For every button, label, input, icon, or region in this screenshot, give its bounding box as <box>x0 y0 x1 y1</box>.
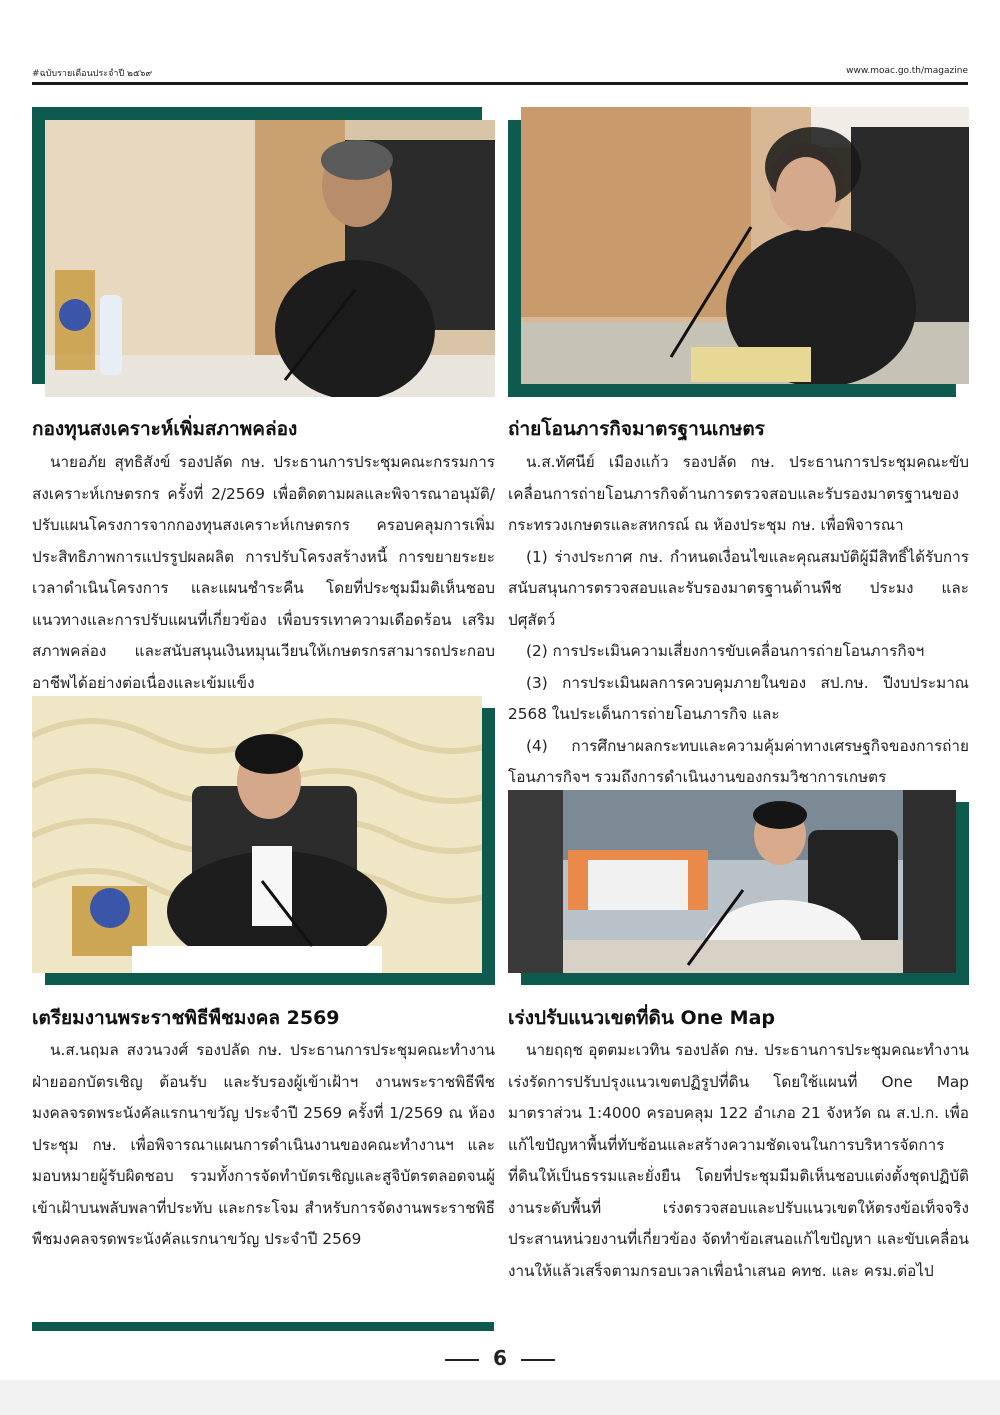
article-4-paragraph: นายฤฤช อุตตมะเวทิน รองปลัด กษ. ประธานการประชุมคณะทำงานเร่งรัดการปรับปรุงแนวเขตปฏิรูปที่ดิน โดยใช้แผนที่ One Map มาตราส่วน 1:4000 ครอบคลุม 122 อำเภอ 21 จังหวัด ณ ส.ป.ก. เพื่อแก้ไขปัญหาพื้นที่ทับซ้อนและสร้างความชัดเจนในการบริหารจัดการที่ดินให้เป็นธรรมและยั่งยืน โดยที่ประชุมมีมติเห็นชอบแต่งตั้งชุดปฏิบัติงานระดับพื้นที่ เร่งตรวจสอบและปรับแนวเขตให้ตรงข้อเท็จจริง ประสานหน่วยงานที่เกี่ยวข้อง จัดทำข้อเสนอแก้ไขปัญหา และขับเคลื่อนงานให้แล้วเสร็จตามกรอบเวลาเพื่อนำเสนอ คทช. และ ครม.ต่อไป <box>508 1041 969 1280</box>
article-3-title: เตรียมงานพระราชพิธีพืชมงคล 2569 <box>32 1007 340 1029</box>
page-number <box>0 1346 1000 1370</box>
photo-frame-4 <box>508 790 969 985</box>
article-2-item-4: (4) การศึกษาผลกระทบและความคุ้มค่าทางเศรษฐกิจของการถ่ายโอนภารกิจฯ รวมถึงการดำเนินงานของกรมวิชาการเกษตร <box>508 736 969 786</box>
article-4-body <box>508 1035 969 1287</box>
article-2-body <box>508 447 969 794</box>
photo-frame-2 <box>508 107 969 397</box>
photo-frame-1 <box>32 107 495 397</box>
article-2-title: ถ่ายโอนภารกิจมาตรฐานเกษตร <box>508 418 765 440</box>
article-2-item-2: (2) การประเมินความเสี่ยงการขับเคลื่อนการถ่ายโอนภารกิจฯ <box>526 642 925 660</box>
article-2-item-3: (3) การประเมินผลการควบคุมภายในของ สป.กษ. ปีงบประมาณ 2568 ในประเด็นการถ่ายโอนภารกิจ และ <box>508 673 969 723</box>
article-3-paragraph: น.ส.นฤมล สงวนวงศ์ รองปลัด กษ. ประธานการประชุมคณะทำงานฝ่ายออกบัตรเชิญ ต้อนรับ และรับรองผู้เข้าเฝ้าฯ งานพระราชพิธีพืชมงคลจรดพระนังคัลแรกนาขวัญ ประจำปี 2569 ครั้งที่ 1/2569 ณ ห้องประชุม กษ. เพื่อพิจารณาแผนการดำเนินงานของคณะทำงานฯ และมอบหมายผู้รับผิดชอบ รวมทั้งการจัดทำบัตรเชิญและสูจิบัตรตลอดจนผู้เข้าเฝ้าบนพลับพลาที่ประทับ และกระโจม สำหรับการจัดงานพระราชพิธีพืชมงคลจรดพระนังคัลแรกนาขวัญ ประจำปี 2569 <box>32 1041 495 1248</box>
article-2-paragraph: น.ส.ทัศนีย์ เมืองแก้ว รองปลัด กษ. ประธานการประชุมคณะขับเคลื่อนการถ่ายโอนภารกิจด้านการตรวจสอบและรับรองมาตรฐานของกระทรวงเกษตรและสหกรณ์ ณ ห้องประชุม กษ. เพื่อพิจารณา <box>508 453 969 534</box>
meeting-photo-1 <box>45 120 495 397</box>
photo-frame-3 <box>32 696 495 985</box>
page-dash-right <box>521 1359 555 1361</box>
article-1-paragraph: นายอภัย สุทธิสังข์ รองปลัด กษ. ประธานการประชุมคณะกรรมการสงเคราะห์เกษตรกร ครั้งที่ 2/2569 เพื่อติดตามผลและพิจารณาอนุมัติ/ปรับแผนโครงการจากกองทุนสงเคราะห์เกษตรกร ครอบคลุมการเพิ่มประสิทธิภาพการแปรรูปผลผลิต การปรับโครงสร้างหนี้ การขยายระยะเวลาดำเนินโครงการ และแผนชำระคืน โดยที่ประชุมมีมติเห็นชอบแนวทางและการปรับแผนที่เกี่ยวข้อง เพื่อบรรเทาความเดือดร้อน เสริมสภาพคล่อง และสนับสนุนเงินหมุนเวียนให้เกษตรกรสามารถประกอบอาชีพได้อย่างต่อเนื่องและเข้มแข็ง <box>32 453 495 692</box>
article-1-body <box>32 447 495 699</box>
page-number-value: 6 <box>493 1346 507 1370</box>
meeting-photo-4 <box>508 790 956 973</box>
article-2-item-1: (1) ร่างประกาศ กษ. กำหนดเงื่อนไขและคุณสมบัติผู้มีสิทธิ์ได้รับการสนับสนุนการตรวจสอบและรับรองมาตรฐานด้านพืช ประมง และปศุสัตว์ <box>508 547 969 629</box>
meeting-photo-2 <box>521 107 969 384</box>
article-1-title: กองทุนสงเคราะห์เพิ่มสภาพคล่อง <box>32 418 298 440</box>
meeting-photo-3 <box>32 696 482 973</box>
website-url[interactable]: www.moac.go.th/magazine <box>846 66 968 76</box>
issue-label: #ฉบับรายเดือนประจำปี ๒๕๖๙ <box>32 69 153 79</box>
footer-band <box>0 1380 1000 1415</box>
article-4-title: เร่งปรับแนวเขตที่ดิน One Map <box>508 1007 776 1029</box>
page-dash-left <box>445 1359 479 1361</box>
header-divider <box>32 82 968 85</box>
article-3-body <box>32 1035 495 1256</box>
bottom-accent-bar <box>32 1322 494 1331</box>
